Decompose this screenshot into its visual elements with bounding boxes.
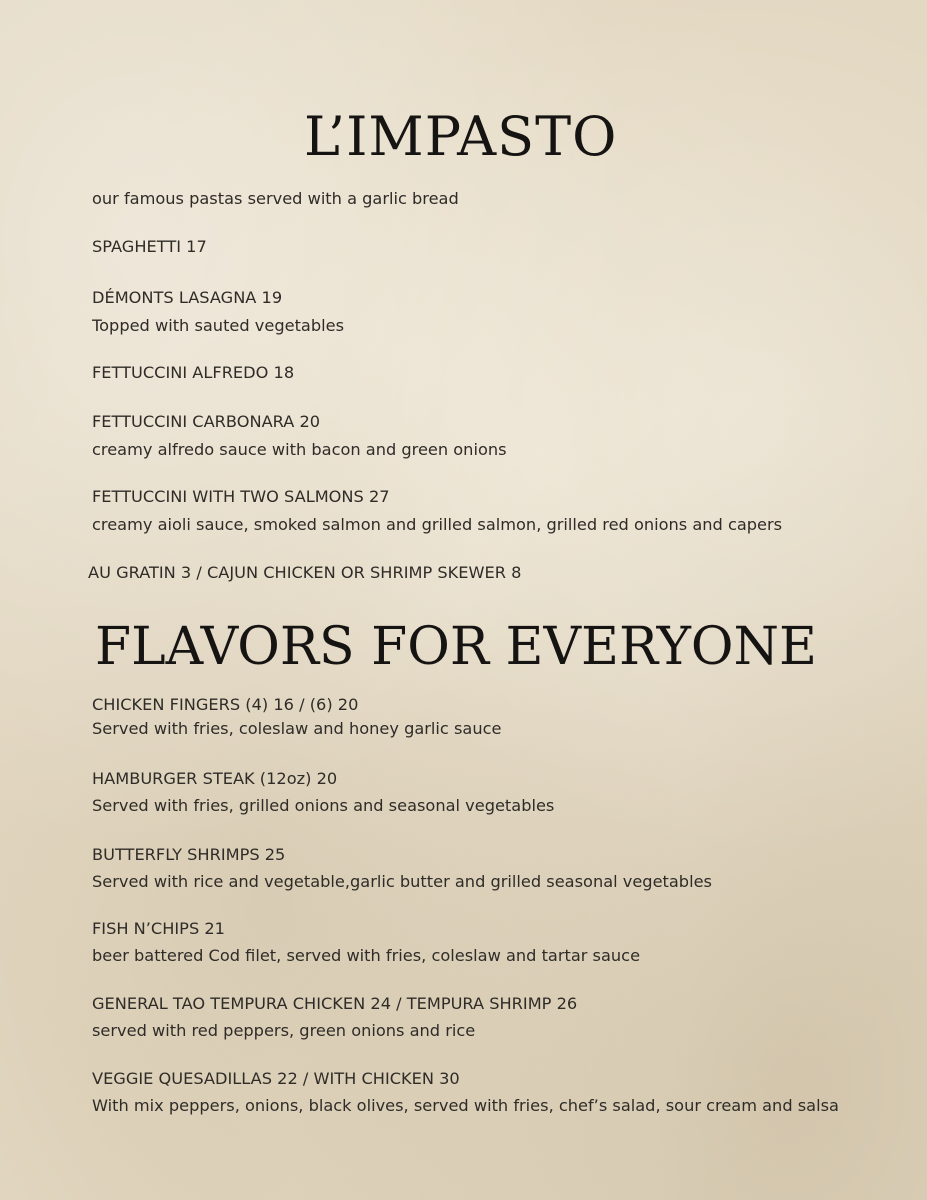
menu-item-name: CHICKEN FINGERS (4) 16 / (6) 20 [92,695,359,714]
menu-item-name: BUTTERFLY SHRIMPS 25 [92,845,286,864]
menu-item-name: FETTUCCINI WITH TWO SALMONS 27 [92,487,390,506]
menu-item-name: DÉMONTS LASAGNA 19 [92,288,283,307]
menu-item-description: With mix peppers, onions, black olives, served with fries, chef’s salad, sour cream and salsa [92,1096,839,1115]
menu-item-name: HAMBURGER STEAK (12oz) 20 [92,769,338,788]
impasto-extras: AU GRATIN 3 / CAJUN CHICKEN OR SHRIMP SKEWER 8 [88,563,522,582]
impasto-heading: L’IMPASTO [304,105,618,168]
menu-item-description: Served with fries, grilled onions and seasonal vegetables [92,796,555,815]
menu-item-description: Served with fries, coleslaw and honey garlic sauce [92,719,502,738]
menu-item-name: VEGGIE QUESADILLAS 22 / WITH CHICKEN 30 [92,1069,460,1088]
menu-item-name: SPAGHETTI 17 [92,237,207,256]
menu-item-name: GENERAL TAO TEMPURA CHICKEN 24 / TEMPURA SHRIMP 26 [92,994,578,1013]
menu-item-name: FISH N’CHIPS 21 [92,919,225,938]
menu-item-description: creamy alfredo sauce with bacon and green onions [92,440,507,459]
flavors-heading: FLAVORS FOR EVERYONE [95,617,817,677]
menu-item-name: FETTUCCINI ALFREDO 18 [92,363,295,382]
menu-item-description: beer battered Cod filet, served with fries, coleslaw and tartar sauce [92,946,641,965]
impasto-intro: our famous pastas served with a garlic bread [92,189,459,208]
menu-item-description: Topped with sauted vegetables [92,316,345,335]
menu-item-name: FETTUCCINI CARBONARA 20 [92,412,321,431]
menu-item-description: creamy aioli sauce, smoked salmon and grilled salmon, grilled red onions and capers [92,515,783,534]
menu-item-description: Served with rice and vegetable,garlic butter and grilled seasonal vegetables [92,872,712,891]
menu-item-description: served with red peppers, green onions and rice [92,1021,476,1040]
